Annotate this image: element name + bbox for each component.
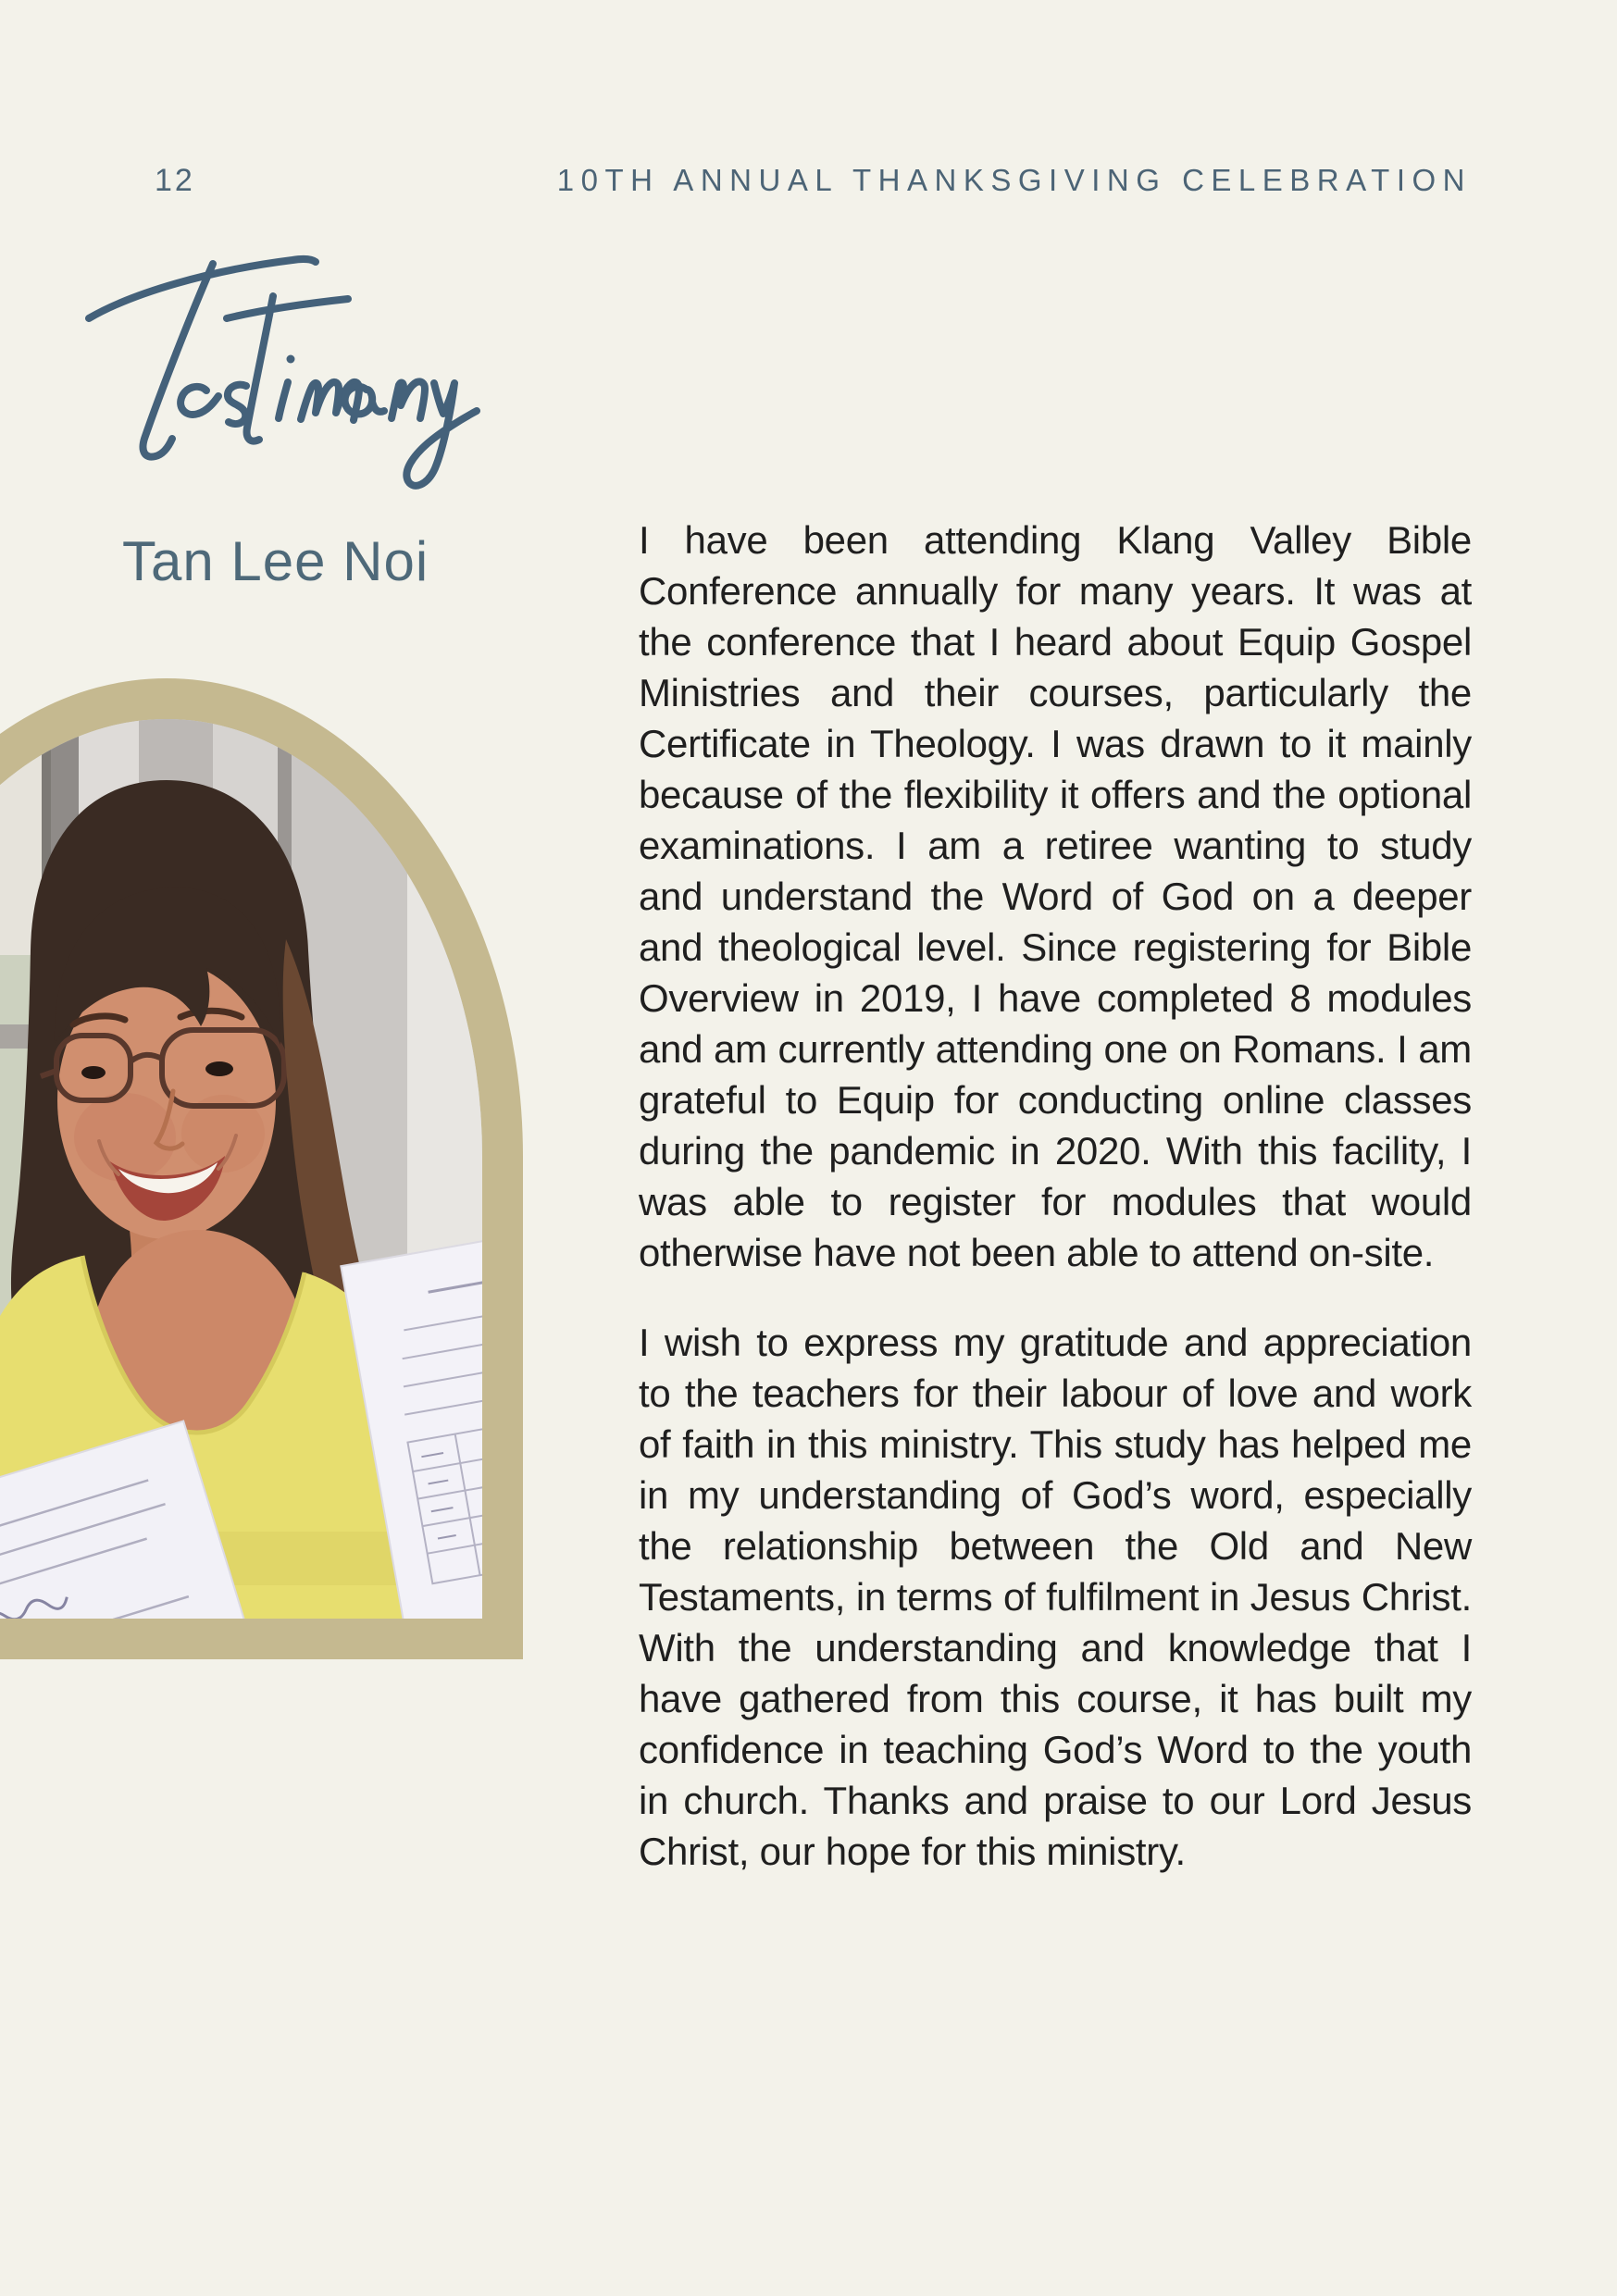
portrait-photo (0, 719, 482, 1619)
page-number: 12 (155, 163, 195, 198)
portrait-photo-frame (0, 678, 523, 1659)
page-header-title: 10TH ANNUAL THANKSGIVING CELEBRATION (556, 163, 1472, 197)
testimony-script-title (72, 233, 516, 515)
testimony-paragraph: I wish to express my gratitude and appreciation to the teachers for their labour of love and work of faith in this ministry. This study has helped me in my understanding of God’s word, especially the relationship between the Old and New Testaments, in terms of fulfilment in Jesus Christ. With the understanding and knowledge that I have gathered from this course, it has built my confidence in teaching God’s Word to the youth in church. Thanks and praise to our Lord Jesus Christ, our hope for this ministry. (639, 1321, 1472, 1873)
testimony-paragraph: I have been attending Klang Valley Bible Conference annually for many years. It was at the conference that I heard about Equip Gospel Ministries and their courses, particularly the Certificate in Theology. I was drawn to it mainly because of the flexibility it offers and the optional examinations. I am a retiree wanting to study and understand the Word of God on a deeper and theological level. Since registering for Bible Overview in 2019, I have completed 8 modules and am currently attending one on Romans. I am grateful to Equip for conducting online classes during the pandemic in 2020. With this facility, I was able to register for modules that would otherwise have not been able to attend on-site. (639, 518, 1472, 1274)
testimony-script-art (72, 233, 516, 511)
testimony-body (639, 515, 1472, 1916)
person-name: Tan Lee Noi (122, 530, 429, 592)
